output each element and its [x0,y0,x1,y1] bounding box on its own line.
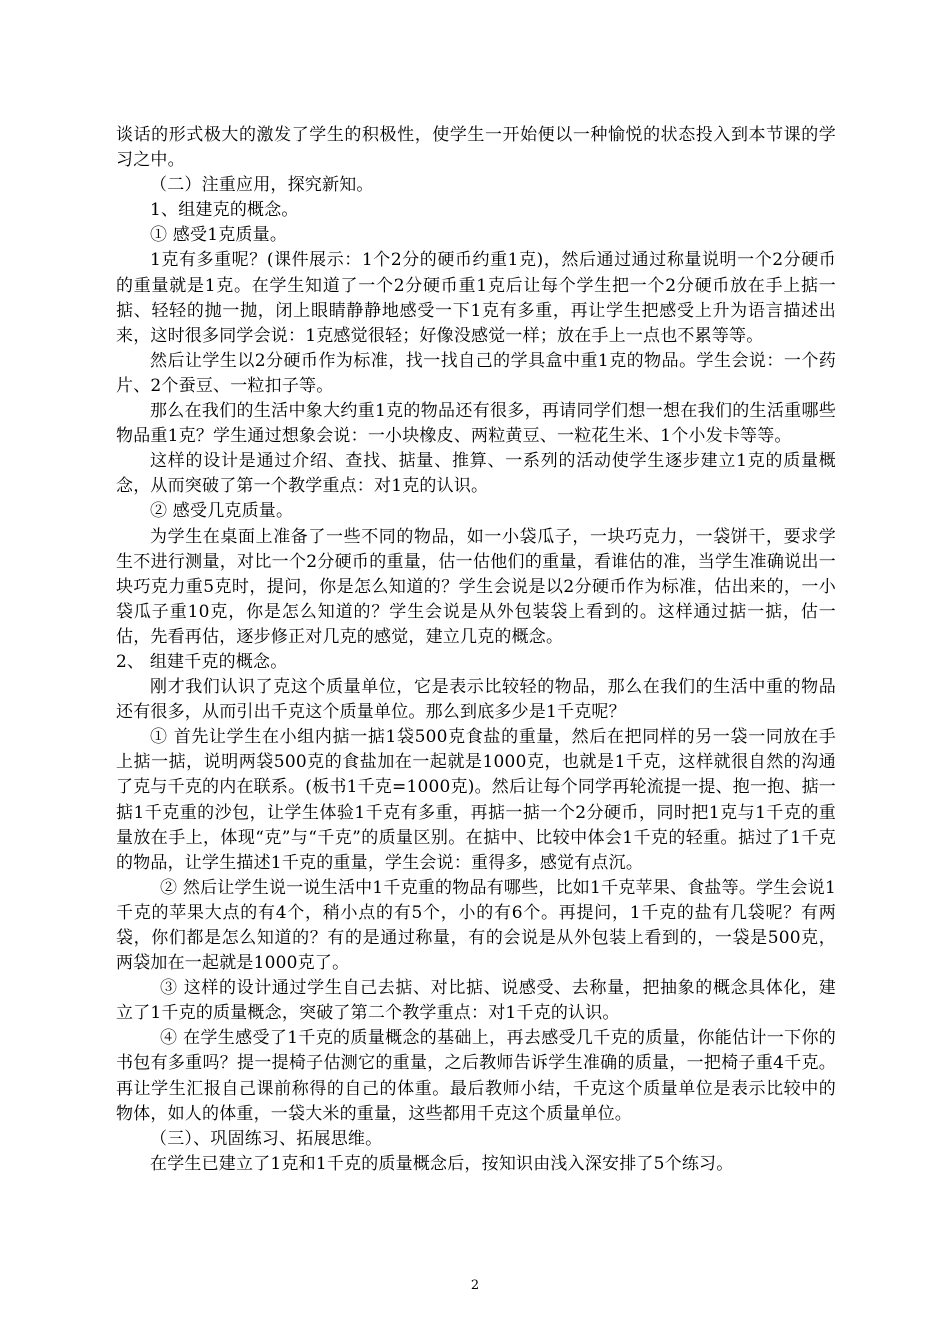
paragraph: 1、组建克的概念。 [150,200,299,221]
paragraph: ① 感受1克质量。 [150,225,288,246]
document-body [116,123,836,1177]
paragraph: ④ 在学生感受了1千克的质量概念的基础上，再去感受几千克的质量，你能估计一下你的书包有多重吗？提一提椅子估测它的重量，之后教师告诉学生准确的质量，一把椅子重4千克。再让学生汇报自己课前称得的自己的体重。最后教师小结，千克这个质量单位是表示比较中的物体，如人的体重，一袋大米的重量，这些都用千克这个质量单位。 [116,1028,836,1124]
paragraph: 刚才我们认识了克这个质量单位，它是表示比较轻的物品，那么在我们的生活中重的物品还有很多，从而引出千克这个质量单位。那么到底多少是1千克呢？ [116,677,836,723]
paragraph: 1克有多重呢？(课件展示：1个2分的硬币约重1克)，然后通过通过称量说明一个2分硬币的重量就是1克。在学生知道了一个2分硬币重1克后让每个学生把一个2分硬币放在手上掂一掂、轻轻的抛一抛，闭上眼睛静静地感受一下1克有多重，再让学生把感受上升为语言描述出来，这时很多同学会说：1克感觉很轻；好像没感觉一样；放在手上一点也不累等等。 [116,250,836,346]
paragraph: 在学生已建立了1克和1千克的质量概念后，按知识由浅入深安排了5个练习。 [150,1153,734,1174]
paragraph: 这样的设计是通过介绍、查找、掂量、推算、一系列的活动使学生逐步建立1克的质量概念，从而突破了第一个教学重点：对1克的认识。 [116,451,836,497]
paragraph: ③ 这样的设计通过学生自己去掂、对比掂、说感受、去称量，把抽象的概念具体化，建立了1千克的质量概念，突破了第二个教学重点：对1千克的认识。 [116,978,836,1024]
paragraph: （三）、巩固练习、拓展思维。 [150,1128,383,1149]
paragraph: ② 感受几克质量。 [150,501,294,522]
page-number: 2 [470,1278,480,1293]
paragraph: 谈话的形式极大的激发了学生的积极性，使学生一开始便以一种愉悦的状态投入到本节课的学习之中。 [116,125,836,171]
paragraph: 为学生在桌面上准备了一些不同的物品，如一小袋瓜子，一块巧克力，一袋饼干，要求学生不进行测量，对比一个2分硬币的重量，估一估他们的重量，看谁估的准，当学生准确说出一块巧克力重5克时，提问，你是怎么知道的？学生会说是以2分硬币作为标准，估出来的，一小袋瓜子重10克，你是怎么知道的？学生会说是从外包装袋上看到的。这样通过掂一掂，估一估，先看再估，逐步修正对几克的感觉，建立几克的概念。 [116,526,836,647]
paragraph: （二）注重应用，探究新知。 [150,175,374,196]
paragraph: ① 首先让学生在小组内掂一掂1袋500克食盐的重量，然后在把同样的另一袋一同放在手上掂一掂，说明两袋500克的食盐加在一起就是1000克，也就是1千克，这样就很自然的沟通了克与千克的内在联系。(板书1千克=1000克)。然后让每个同学再轮流提一提、抱一抱、掂一掂1千克重的沙包，让学生体验1千克有多重，再掂一掂一个2分硬币，同时把1克与1千克的重量放在手上，体现“克”与“千克”的质量区别。在掂中、比较中体会1千克的轻重。掂过了1千克的物品，让学生描述1千克的重量，学生会说：重得多，感觉有点沉。 [116,727,836,873]
paragraph: 2、 组建千克的概念。 [116,651,288,672]
paragraph: 然后让学生以2分硬币作为标准，找一找自己的学具盒中重1克的物品。学生会说：一个药片、2个蚕豆、一粒扣子等。 [116,350,836,396]
paragraph: 那么在我们的生活中象大约重1克的物品还有很多，再请同学们想一想在我们的生活重哪些物品重1克？学生通过想象会说：一小块橡皮、两粒黄豆、一粒花生米、1个小发卡等等。 [116,401,836,447]
paragraph: ② 然后让学生说一说生活中1千克重的物品有哪些，比如1千克苹果、食盐等。学生会说1千克的苹果大点的有4个，稍小点的有5个，小的有6个。再提问，1千克的盐有几袋呢？有两袋，你们都是怎么知道的？有的是通过称量，有的会说是从外包装上看到的，一袋是500克，两袋加在一起就是1000克了。 [116,877,836,974]
